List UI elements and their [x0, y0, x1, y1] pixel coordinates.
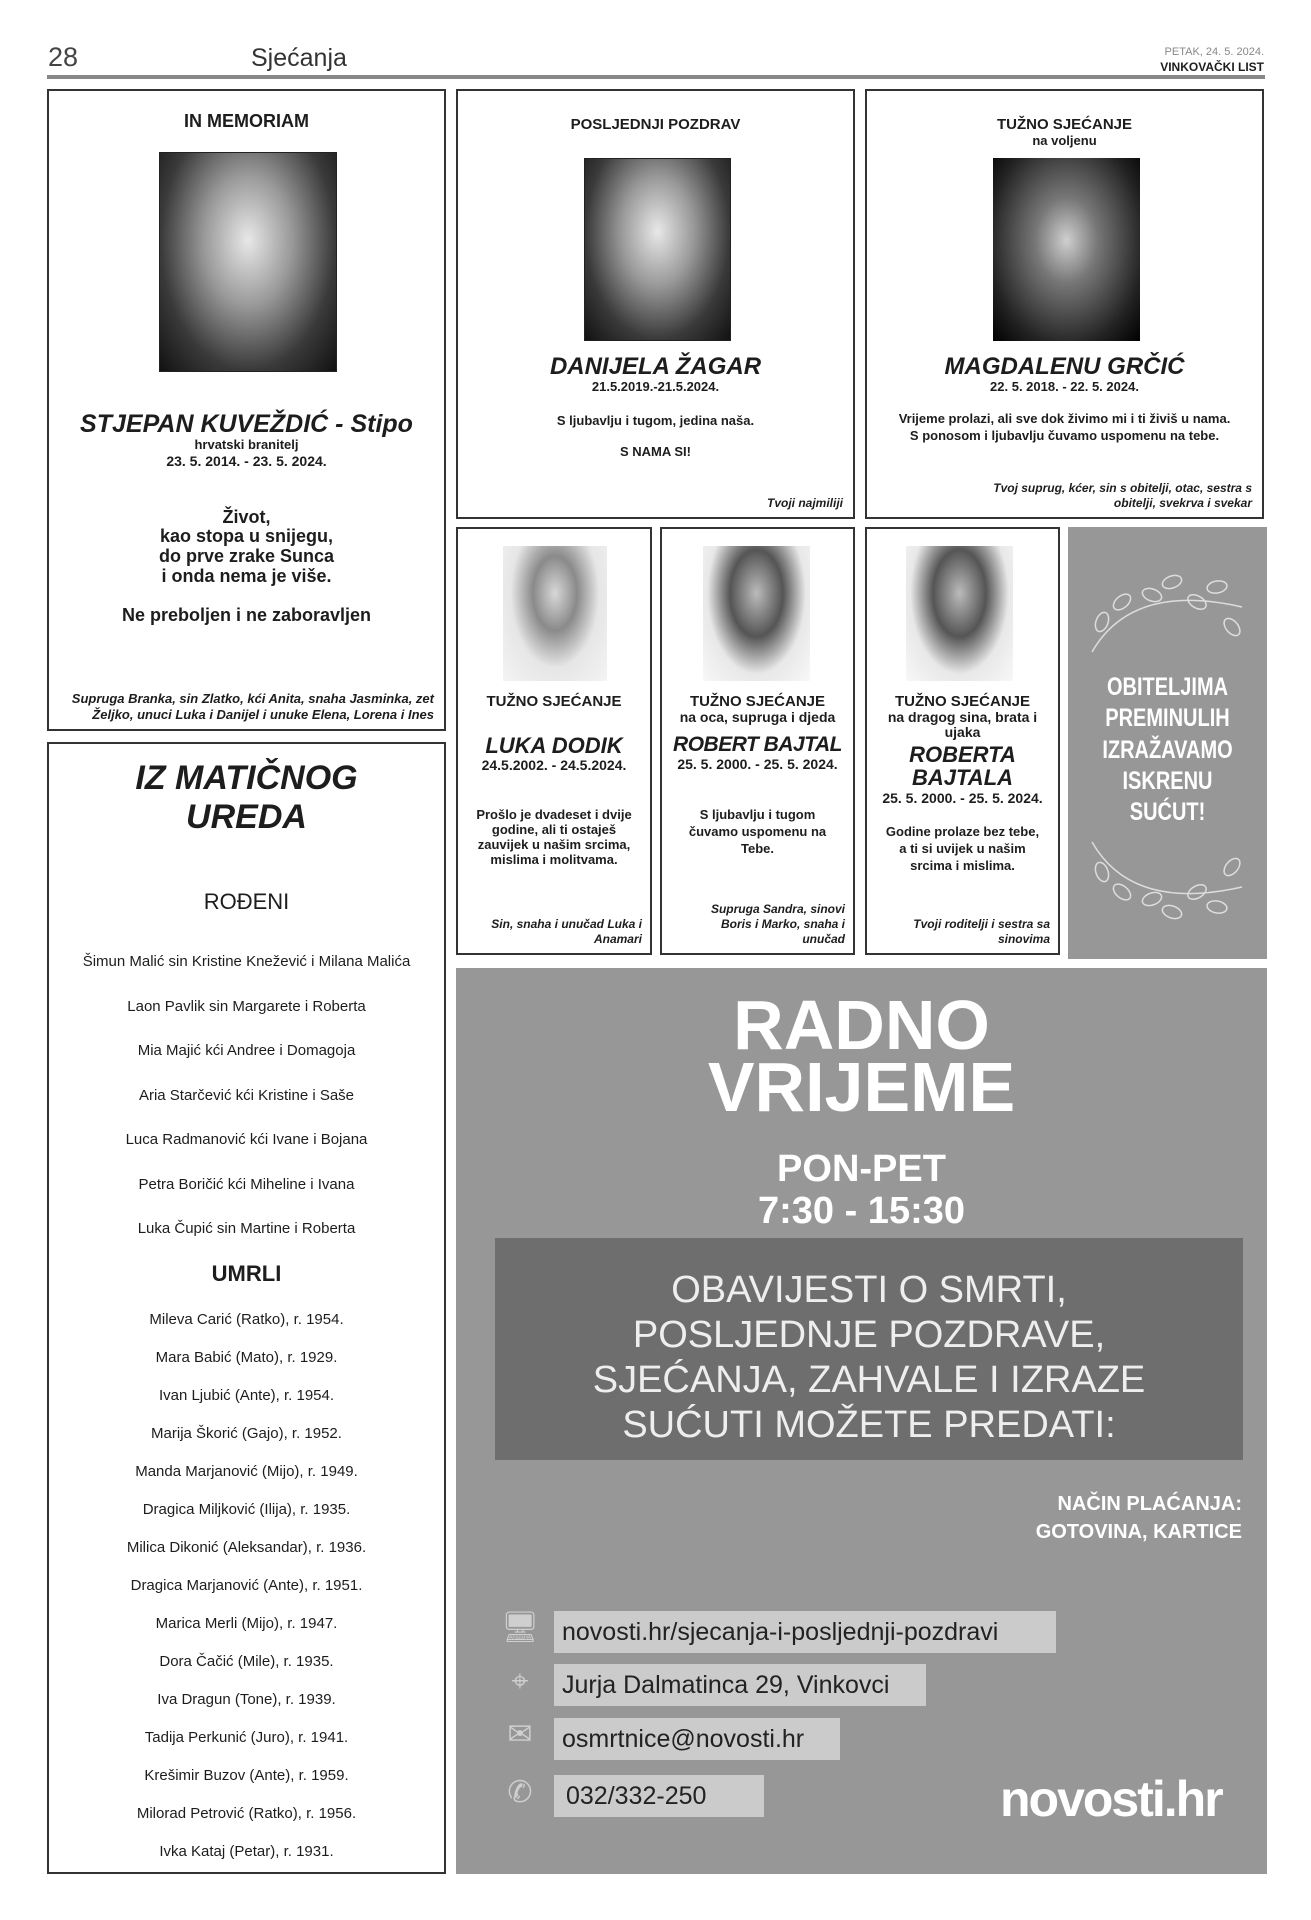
poem-line: Život, [222, 506, 271, 527]
notice-heading: POSLJEDNJI POZDRAV [570, 116, 741, 133]
ad-title: RADNO [733, 986, 990, 1064]
condolence-line: SUĆUT! [1129, 798, 1206, 826]
paper-name: VINKOVAČKI LIST [1160, 60, 1264, 74]
leaf-wreath-icon [1082, 837, 1252, 927]
signature: Tvoji najmiliji [766, 496, 843, 510]
section-title: Sjećanja [251, 44, 347, 72]
condolence-line: OBITELJIMA [1106, 673, 1229, 701]
died-entry: Marija Škorić (Gajo), r. 1952. [151, 1425, 342, 1442]
born-entry: Aria Starčević kći Kristine i Saše [138, 1086, 355, 1104]
header-rule [47, 75, 1265, 79]
notice-text: Vrijeme prolazi, ali sve dok živimo mi i ti živiš u nama. [898, 410, 1231, 426]
deceased-dates: 24.5.2002. - 24.5.2024. [481, 757, 627, 774]
ad-title: VRIJEME [707, 1048, 1016, 1126]
leaf-wreath-icon [1082, 567, 1252, 657]
notice-subheading [464, 710, 644, 734]
portrait-photo [584, 158, 731, 341]
born-entry: Šimun Malić sin Kristine Knežević i Milana Malića [82, 953, 411, 970]
portrait-photo [993, 158, 1140, 341]
notice-text: S NAMA SI! [619, 443, 692, 459]
memorial-line: Ne preboljen i ne zaboravljen [121, 604, 372, 625]
died-entry: Ivan Ljubić (Ante), r. 1954. [158, 1387, 335, 1404]
notice-heading: TUŽNO SJEĆANJE [486, 693, 622, 710]
born-entry: Petra Boričić kći Miheline i Ivana [138, 1175, 355, 1193]
died-entry: Milica Dikonić (Aleksandar), r. 1936. [126, 1539, 367, 1556]
poem-line: kao stopa u snijegu, [159, 526, 334, 547]
died-entry: Dragica Miljković (Ilija), r. 1935. [142, 1501, 351, 1518]
memoriam-notice [47, 89, 446, 731]
envelope-icon: ✉ [507, 1718, 533, 1751]
born-entry: Mia Majić kći Andree i Domagoja [137, 1042, 356, 1059]
died-entry: Krešimir Buzov (Ante), r. 1959. [144, 1767, 349, 1784]
died-entry: Dragica Marjanović (Ante), r. 1951. [130, 1577, 363, 1594]
email-link[interactable]: osmrtnice@novosti.hr [554, 1718, 840, 1760]
notice-text: Godine prolaze bez tebe, a ti si uvijek u našim srcima i mislima. [885, 824, 1040, 874]
payment-methods: GOTOVINA, KARTICE [1035, 1521, 1242, 1543]
notice-heading: TUŽNO SJEĆANJE [894, 693, 1031, 710]
notice-heading: TUŽNO SJEĆANJE [689, 693, 826, 710]
notice-text: S ljubavlju i tugom, jedina naša. [556, 412, 755, 428]
died-entry: Mileva Carić (Ratko), r. 1954. [149, 1311, 344, 1328]
poem-line: i onda nema je više. [161, 566, 332, 587]
registry-title: IZ MATIČNOG UREDA [135, 759, 358, 837]
born-heading: ROĐENI [203, 889, 290, 914]
deceased-name: MAGDALENU GRČIĆ [944, 353, 1185, 380]
died-entry: Ivka Kataj (Petar), r. 1931. [159, 1843, 334, 1860]
died-entry: Iva Dragun (Tone), r. 1939. [157, 1691, 336, 1708]
deceased-dates: 23. 5. 2014. - 23. 5. 2024. [166, 452, 327, 469]
danijela-notice [456, 89, 855, 519]
luka-notice [456, 527, 652, 955]
notice-text: S ponosom i ljubavlju čuvamo uspomenu na tebe. [909, 427, 1220, 443]
signature: Supruga Branka, sin Zlatko, kći Anita, snaha Jasminka, zet Željko, unuci Luka i Danijel i unuke Elena, Lorena i Ines [71, 690, 434, 722]
condolence-line: ISKRENU [1122, 766, 1213, 795]
working-days: PON-PET [777, 1148, 946, 1190]
died-heading: UMRLI [211, 1261, 282, 1286]
deceased-dates: 25. 5. 2000. - 25. 5. 2024. [882, 789, 1043, 806]
deceased-name: DANIJELA ŽAGAR [549, 353, 762, 380]
deceased-name: ROBERT BAJTAL [673, 733, 842, 756]
notice-subheading: na dragog sina, brata i ujaka [887, 709, 1038, 740]
born-entry: Luka Čupić sin Martine i Roberta [137, 1220, 356, 1237]
magdalena-notice [865, 89, 1264, 519]
phone-number[interactable]: 032/332-250 [554, 1775, 764, 1817]
died-entry: Dora Čačić (Mile), r. 1935. [159, 1653, 334, 1670]
notice-line: OBAVIJESTI O SMRTI, [671, 1269, 1067, 1311]
deceased-dates: 25. 5. 2000. - 25. 5. 2024. [677, 756, 838, 773]
signature: Supruga Sandra, sinovi Boris i Marko, snaha i unučad [710, 902, 845, 946]
portrait-photo [703, 546, 810, 681]
roberta-notice [865, 527, 1060, 955]
notice-text: S ljubavlju i tugom čuvamo uspomenu na Tebe. [688, 806, 827, 856]
notice-line: POSLJEDNJE POZDRAVE, [632, 1314, 1106, 1356]
died-entry: Milorad Petrović (Ratko), r. 1956. [136, 1805, 357, 1822]
deceased-dates: 22. 5. 2018. - 22. 5. 2024. [990, 379, 1139, 395]
notice-box [495, 1238, 1243, 1460]
computer-icon: 🖥 [500, 1611, 540, 1644]
page-number: 28 [48, 42, 79, 72]
portrait-photo [503, 546, 607, 681]
signature: Tvoji roditelji i sestra sa sinovima [913, 917, 1050, 946]
portrait-photo [906, 546, 1013, 681]
website-link[interactable]: novosti.hr/sjecanja-i-posljednji-pozdravi [554, 1611, 1056, 1653]
signature: Tvoj suprug, kćer, sin s obitelji, otac, sestra s obitelji, svekrva i svekar [993, 481, 1252, 510]
condolence-banner [1068, 527, 1267, 959]
died-entry: Tadija Perkunić (Juro), r. 1941. [144, 1729, 349, 1746]
notice-heading: IN MEMORIAM [184, 111, 309, 131]
registry-section [47, 742, 446, 1874]
died-entry: Manda Marjanović (Mijo), r. 1949. [135, 1463, 358, 1480]
died-entry: Mara Babić (Mato), r. 1929. [155, 1349, 338, 1366]
deceased-name: ROBERTA BAJTALA [909, 742, 1016, 791]
novosti-logo: novosti.hr [1000, 1771, 1222, 1827]
deceased-name: LUKA DODIK [485, 733, 623, 758]
signature: Sin, snaha i unučad Luka i Anamari [491, 917, 642, 946]
payment-label: NAČIN PLAĆANJA: [1057, 1493, 1242, 1515]
poem-line: do prve zrake Sunca [158, 546, 335, 567]
notice-text: Prošlo je dvadeset i dvije godine, ali ti ostaješ zauvijek u našim srcima, mislima i molitvama. [476, 806, 632, 867]
born-entry: Luca Radmanović kći Ivane i Bojana [125, 1131, 368, 1148]
deceased-dates: 21.5.2019.-21.5.2024. [591, 379, 720, 395]
deceased-name: STJEPAN KUVEŽDIĆ - Stipo [80, 410, 413, 438]
address: Jurja Dalmatinca 29, Vinkovci [554, 1664, 926, 1706]
condolence-line: PREMINULIH [1105, 704, 1230, 733]
deceased-role: hrvatski branitelj [194, 437, 299, 453]
location-pin-icon: ⌖ [511, 1665, 529, 1698]
born-entry: Laon Pavlik sin Margarete i Roberta [127, 997, 366, 1015]
notice-line: SUĆUTI MOŽETE PREDATI: [622, 1404, 1116, 1446]
issue-date: PETAK, 24. 5. 2024. [1164, 46, 1264, 58]
notice-heading: TUŽNO SJEĆANJE [996, 116, 1133, 133]
condolence-line: IZRAŽAVAMO [1102, 735, 1233, 764]
working-hours: 7:30 - 15:30 [757, 1190, 965, 1232]
notice-subheading: na voljenu [1032, 133, 1097, 148]
notice-line: SJEĆANJA, ZAHVALE I IZRAZE [592, 1359, 1146, 1401]
died-entry: Marica Merli (Mijo), r. 1947. [155, 1615, 338, 1632]
notice-subheading: na oca, supruga i djeda [679, 709, 836, 725]
phone-icon: ✆ [507, 1776, 533, 1809]
robert-notice [660, 527, 855, 955]
portrait-photo [159, 152, 337, 372]
